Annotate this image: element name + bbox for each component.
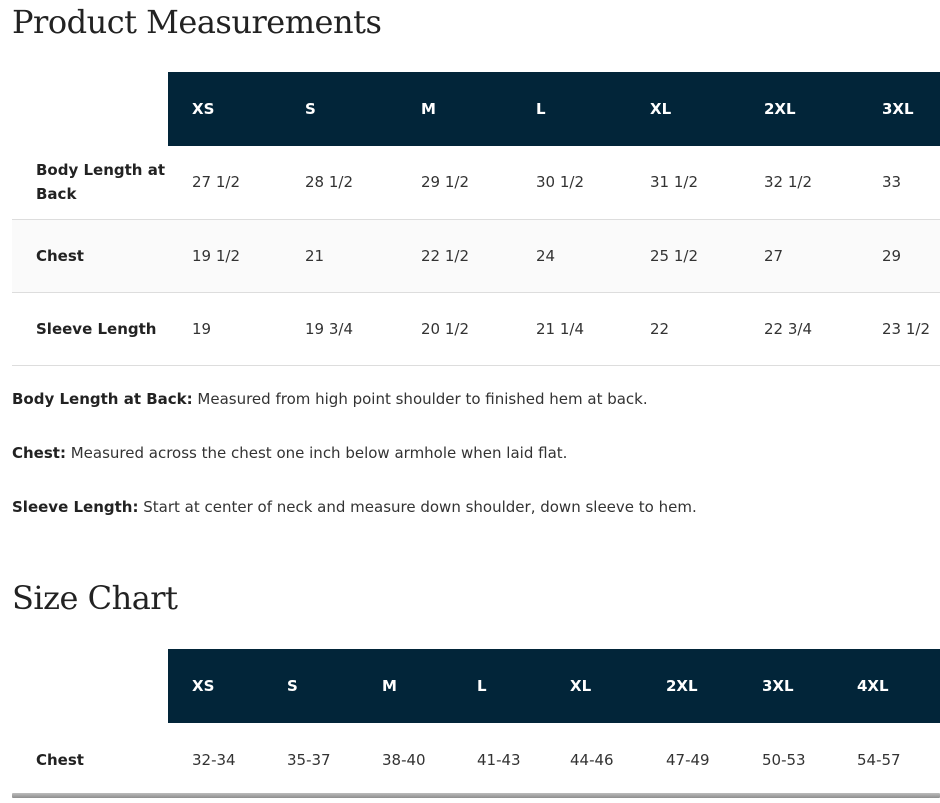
- table-cell: 38-40: [382, 750, 426, 769]
- table-cell: 25 1/2: [626, 219, 740, 292]
- header-corner: [12, 649, 168, 723]
- row-label: Chest: [12, 219, 168, 292]
- size-header: XL: [546, 649, 642, 723]
- table-cell: 32 1/2: [740, 146, 858, 219]
- table-cell: 44-46: [570, 750, 614, 769]
- measurements-header-row: [12, 72, 940, 146]
- note-body-length: [12, 388, 940, 442]
- table-cell: 30 1/2: [512, 146, 626, 219]
- size-header: S: [263, 649, 358, 723]
- measurement-notes: [12, 388, 940, 550]
- header-corner: [12, 72, 168, 146]
- product-measurements-table: [12, 72, 940, 366]
- table-row: [12, 292, 940, 365]
- size-header: XS: [168, 72, 281, 146]
- note-term: Chest:: [12, 444, 66, 462]
- size-header: 4XL: [833, 649, 940, 723]
- table-cell: 54-57: [857, 750, 901, 769]
- size-header: M: [397, 72, 512, 146]
- note-text: Measured across the chest one inch below armhole when laid flat.: [65, 444, 568, 462]
- table-cell: 50-53: [762, 750, 806, 769]
- size-header: L: [453, 649, 546, 723]
- table-cell: 21: [281, 219, 397, 292]
- table-cell: 35-37: [287, 750, 331, 769]
- table-cell: 33: [858, 146, 940, 219]
- table-cell: 47-49: [666, 750, 710, 769]
- table-cell: 41-43: [477, 750, 521, 769]
- table-cell: 21 1/4: [512, 292, 626, 365]
- size-header: M: [358, 649, 453, 723]
- table-cell: 20 1/2: [397, 292, 512, 365]
- table-row: [12, 723, 940, 796]
- size-chart-header-row: [12, 649, 940, 723]
- row-label: Body Length at Back: [12, 146, 168, 219]
- size-header: S: [281, 72, 397, 146]
- size-header: 3XL: [858, 72, 940, 146]
- table-cell: 27: [740, 219, 858, 292]
- note-chest: [12, 442, 940, 496]
- size-header: 2XL: [740, 72, 858, 146]
- size-chart-table: [12, 649, 940, 796]
- table-cell: 29 1/2: [397, 146, 512, 219]
- size-chart-title: Size Chart: [12, 579, 178, 617]
- product-measurements-title: Product Measurements: [12, 3, 382, 41]
- size-header: 2XL: [642, 649, 738, 723]
- size-header: XS: [168, 649, 263, 723]
- note-term: Sleeve Length:: [12, 498, 139, 516]
- table-cell: 19 3/4: [281, 292, 397, 365]
- table-cell: 22 1/2: [397, 219, 512, 292]
- size-header: 3XL: [738, 649, 833, 723]
- table-cell: 27 1/2: [168, 146, 281, 219]
- size-header: L: [512, 72, 626, 146]
- table-row: [12, 146, 940, 219]
- note-text: Start at center of neck and measure down shoulder, down sleeve to hem.: [138, 498, 697, 516]
- table-row: [12, 219, 940, 292]
- note-text: Measured from high point shoulder to finished hem at back.: [192, 390, 648, 408]
- size-header: XL: [626, 72, 740, 146]
- table-cell: 22 3/4: [740, 292, 858, 365]
- table-cell: 28 1/2: [281, 146, 397, 219]
- table-cell: 24: [512, 219, 626, 292]
- table-cell: 19: [168, 292, 281, 365]
- horizontal-scrollbar[interactable]: [12, 793, 940, 798]
- table-cell: 23 1/2: [858, 292, 940, 365]
- note-sleeve-length: [12, 496, 940, 550]
- note-term: Body Length at Back:: [12, 390, 193, 408]
- table-cell: 19 1/2: [168, 219, 281, 292]
- row-label: Chest: [36, 750, 84, 769]
- table-cell: 29: [858, 219, 940, 292]
- table-cell: 22: [626, 292, 740, 365]
- table-cell: 31 1/2: [626, 146, 740, 219]
- row-label: Sleeve Length: [12, 292, 168, 365]
- table-cell: 32-34: [192, 750, 236, 769]
